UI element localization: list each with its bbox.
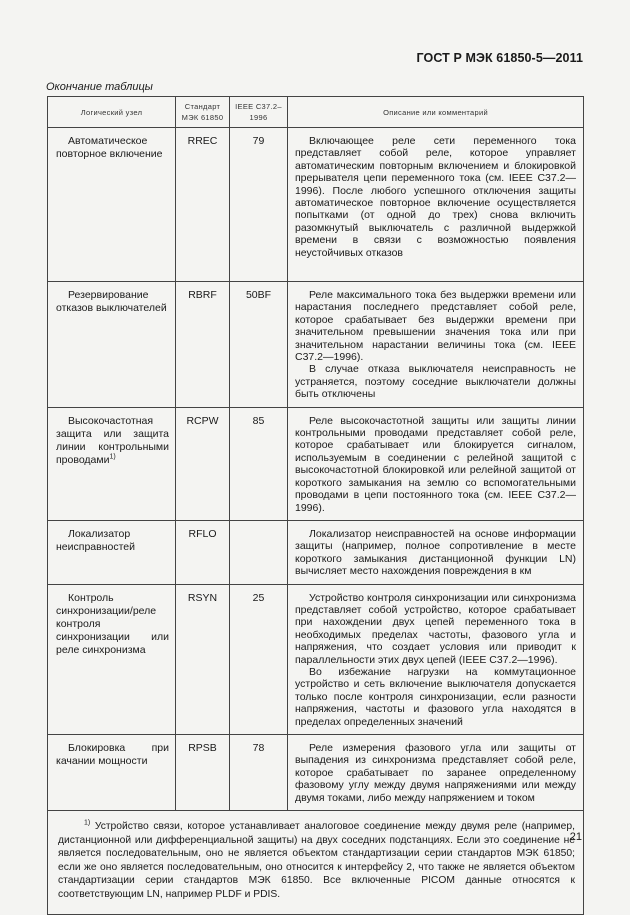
ieee-code: 78 [230, 735, 288, 811]
column-header-iec: Стандарт МЭК 61850 [176, 97, 230, 128]
logical-node-name: Высокочастотная защита или защита линии контрольными проводами$^{1)}$ [48, 407, 176, 520]
column-header-node: Логический узел [48, 97, 176, 128]
ieee-code: 25 [230, 584, 288, 734]
description-paragraph: Реле измерения фазового угла или защиты от выпадения из синхронизма представляет собой реле, которое срабатывает по заранее определенному фазовому углу между двумя напряжениями или между двумя токами, либо между напряжением и током [295, 742, 576, 804]
iec-code: RCPW [176, 407, 230, 520]
description-cell [288, 584, 584, 734]
page-number: 21 [569, 831, 582, 843]
footnote-row [48, 811, 584, 915]
logical-node-name: Контроль синхронизации/реле контроля синхронизации или реле синхронизма [48, 584, 176, 734]
table-row [48, 584, 584, 734]
table-header-row [48, 97, 584, 128]
ieee-code [230, 520, 288, 584]
description-cell [288, 128, 584, 282]
description-cell [288, 520, 584, 584]
description-cell [288, 735, 584, 811]
document-header: ГОСТ Р МЭК 61850-5—2011 [416, 51, 583, 65]
iec-code: RFLO [176, 520, 230, 584]
iec-code: RSYN [176, 584, 230, 734]
description-paragraph: Локализатор неисправностей на основе информации защиты (например, полное сопротивление в месте короткого замыкания дистанционной функции LN) вычисляет место нахождения повреждения в км [295, 527, 576, 578]
ieee-code: 50BF [230, 282, 288, 408]
ieee-code: 79 [230, 128, 288, 282]
logical-node-name: Автоматическое повторное включение [48, 128, 176, 282]
description-cell [288, 407, 584, 520]
footnote-text: Устройство связи, которое устанавливает аналоговое соединение между двумя реле (например, дистанционной или дифференциальной защиты) на двух соседних подстанциях. Если это соединение не является последовательным, оно не является объектом стандартизации серии стандартов МЭК 61850; если же оно является последовательным, оно относится к интерфейсу 2, что также не является объектом стандартизации серии стандартов МЭК 61850. Все включенные PICOM данные относятся к соответствующим LN, например PLDF и PDIS. [58, 821, 575, 900]
footnote-reference: 1) [109, 453, 116, 461]
table-row [48, 128, 584, 282]
description-paragraph: Реле максимального тока без выдержки времени или нарастания последнего представляет собой реле, которое срабатывает без выдержки времени при значительном превышении значения тока или при значительном нарастании величины тока (см. IEEE C37.2—1996). [295, 289, 576, 364]
description-paragraph: Реле высокочастотной защиты или защиты линии контрольными проводами представляет собой реле, которое срабатывает или блокируется сигналом, используемым в соединении с релейной защитой с высокочастотной блокировкой или релейной защитой от короткого замыкания на землю со вспомогательными проводами в цепи постоянного тока (см. IEEE C37.2—1996). [295, 414, 576, 514]
logical-node-name: Локализатор неисправностей [48, 520, 176, 584]
description-paragraph: Устройство контроля синхронизации или синхронизма представляет собой устройство, которое срабатывает при нахождении двух цепей переменного тока в необходимых пределах частоты, фазового угла и напряжения, что создает условия или приводит к параллельности этих двух цепей (IEEE C37.2—1996). [295, 591, 576, 666]
iec-code: RBRF [176, 282, 230, 408]
logical-node-name: Блокировка при качании мощности [48, 735, 176, 811]
column-header-description: Описание или комментарий [288, 97, 584, 128]
description-paragraph: Включающее реле сети переменного тока представляет собой реле, которое управляет автоматическим повторным включением и блокировкой прерывателя цепи переменного тока (см. IEEE C37.2—1996). После любого успешного отключения защиты автоматическое повторное включение осуществляется попытками (от одной до трех) снова включить разомкнутый выключатель с различной выдержкой времени в связи с возможностью появления неустойчивых отказов [295, 135, 576, 259]
ieee-code: 85 [230, 407, 288, 520]
footnote-mark: 1) [84, 819, 91, 827]
description-cell [288, 282, 584, 408]
description-paragraph: Во избежание нагрузки на коммутационное устройство и сеть включение выключателя допускается только после контроля синхронизации, если разности напряжения, частоты и фазового угла находятся в пределах определенных значений [295, 665, 576, 728]
logical-node-name: Резервирование отказов выключателей [48, 282, 176, 408]
iec-code: RPSB [176, 735, 230, 811]
table-row [48, 520, 584, 584]
logical-nodes-table [47, 96, 584, 915]
table-row [48, 735, 584, 811]
table-caption: Окончание таблицы [46, 81, 153, 93]
column-header-ieee: IEEE C37.2–1996 [230, 97, 288, 128]
description-paragraph: В случае отказа выключателя неисправность не устраняется, поэтому соседние выключатели должны быть отключены [295, 363, 576, 401]
iec-code: RREC [176, 128, 230, 282]
table-row [48, 407, 584, 520]
table-row [48, 282, 584, 408]
footnote [48, 811, 584, 915]
